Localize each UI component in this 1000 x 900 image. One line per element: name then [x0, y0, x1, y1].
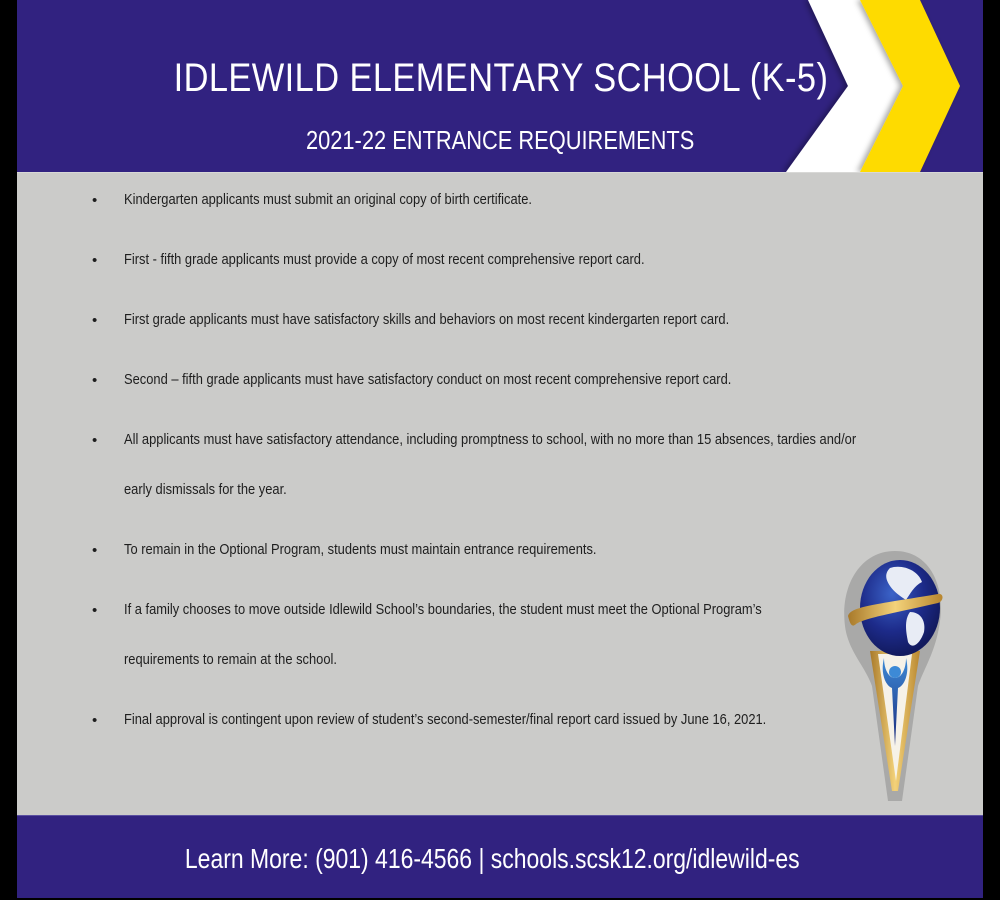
requirement-text: Final approval is contingent upon review of student’s second-semester/final report card issued by June 16, 2021.	[124, 711, 767, 728]
bullet-icon: •	[92, 542, 98, 559]
requirement-text: All applicants must have satisfactory attendance, including promptness to school, with no more than 15 absences, tardies and/or	[124, 431, 857, 448]
bullet-icon: •	[92, 372, 98, 389]
flyer	[17, 0, 983, 897]
requirement-text: First - fifth grade applicants must provide a copy of most recent comprehensive report card.	[124, 251, 645, 268]
bullet-icon: •	[92, 252, 98, 269]
page-title: IDLEWILD ELEMENTARY SCHOOL (K-5)	[173, 56, 829, 100]
bullet-icon: •	[92, 712, 98, 729]
requirement-text: Second – fifth grade applicants must have satisfactory conduct on most recent comprehensive report card.	[124, 371, 732, 388]
globe-torch-logo-icon	[840, 546, 950, 811]
footer-banner	[17, 815, 983, 898]
bullet-icon: •	[92, 432, 98, 449]
requirement-text: To remain in the Optional Program, students must maintain entrance requirements.	[124, 541, 597, 558]
requirement-text: First grade applicants must have satisfactory skills and behaviors on most recent kindergarten report card.	[124, 311, 730, 328]
contact-info: Learn More: (901) 416-4566 | schools.scsk12.org/idlewild-es	[184, 843, 800, 874]
requirement-text-continued: early dismissals for the year.	[124, 481, 287, 498]
requirement-text: Kindergarten applicants must submit an original copy of birth certificate.	[124, 191, 532, 208]
requirement-text-continued: requirements to remain at the school.	[124, 651, 337, 668]
bullet-icon: •	[92, 312, 98, 329]
header-banner	[17, 0, 983, 172]
requirement-text: If a family chooses to move outside Idlewild School’s boundaries, the student must meet the Optional Program’s	[124, 601, 762, 618]
page-subtitle: 2021-22 ENTRANCE REQUIREMENTS	[305, 125, 695, 155]
requirements-panel	[17, 172, 983, 816]
bullet-icon: •	[92, 602, 98, 619]
bullet-icon: •	[92, 192, 98, 209]
